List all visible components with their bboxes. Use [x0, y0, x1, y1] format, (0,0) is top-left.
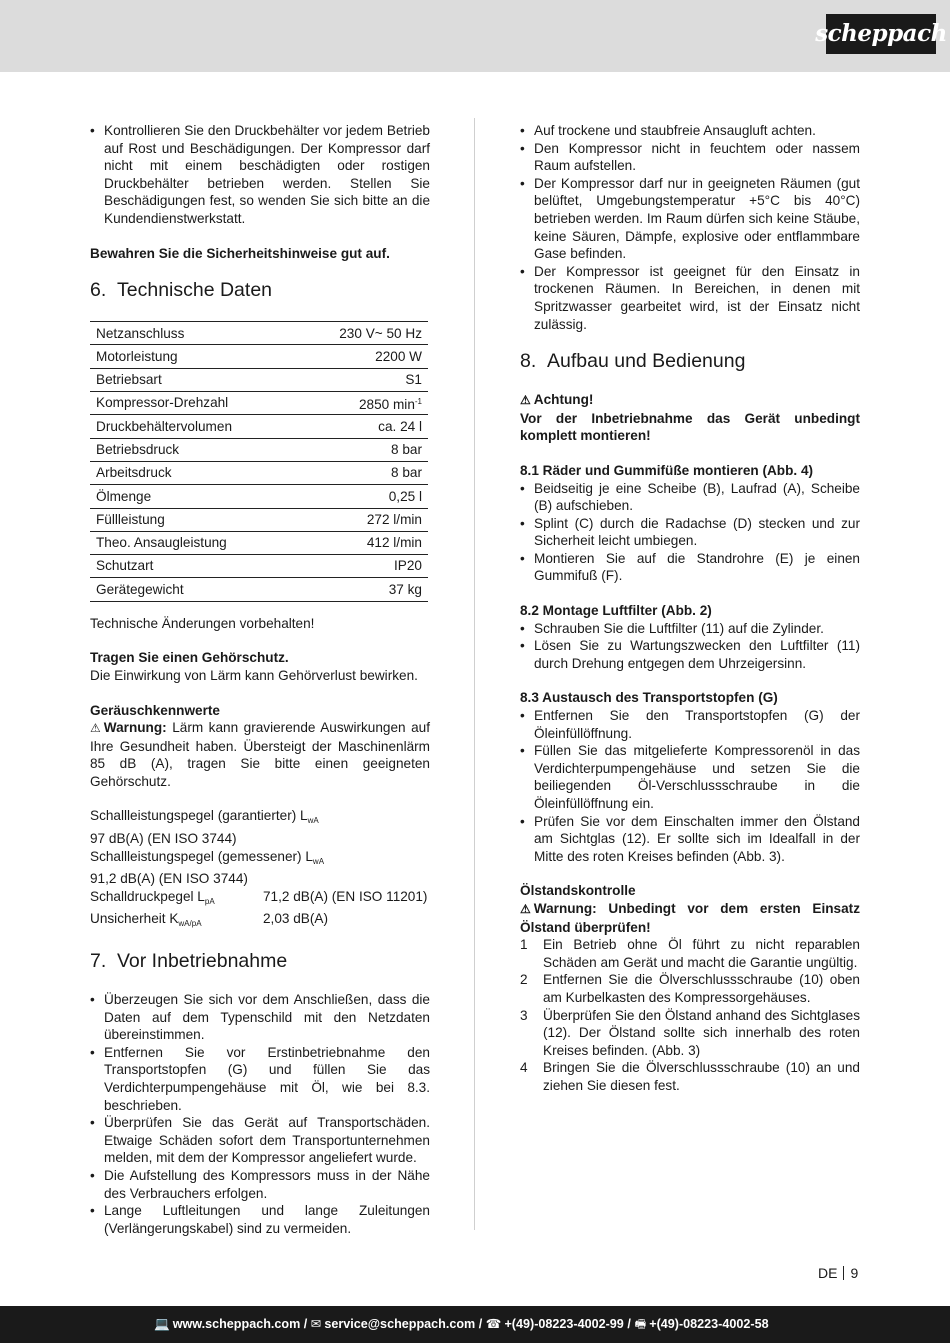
warning-text: Lärm kann gravierende Auswirkungen auf Ihre Gesundheit haben. Übersteigt der Maschinenlärm 85 dB (A), tragen Sie bitte einen geeigneten Gehörschutz.: [90, 720, 430, 789]
right-column: [520, 122, 860, 1095]
step-text: Überprüfen Sie den Ölstand anhand des Sichtglases (12). Der Ölstand sollte sich innerhalb des roten Kreises befinden. (Abb. 3): [543, 1007, 860, 1058]
sound-label-text: Schalldruckpegel L: [90, 888, 205, 904]
table-label-cell: Motorleistung: [90, 345, 296, 368]
warning-label: Warnung:: [103, 720, 167, 736]
table-label-cell: Schutzart: [90, 555, 296, 578]
table-value: 8 bar: [391, 465, 422, 481]
table-row: [90, 322, 428, 345]
sound-label: [90, 888, 263, 911]
list-item: [520, 971, 860, 1006]
list-item: • Lange Luftleitungen und lange Zuleitungen (Verlängerungskabel) sind zu vermeiden.: [90, 1202, 430, 1237]
sound-value: 97 dB(A) (EN ISO 3744): [90, 831, 237, 847]
footer-separator: /: [475, 1317, 486, 1331]
sound-label-text: Schallleistungspegel (gemessener) L: [90, 848, 313, 864]
sound-label: [90, 807, 430, 830]
list-item: [520, 1059, 860, 1094]
table-value: 2200 W: [375, 348, 422, 364]
sound-label-text: Unsicherheit K: [90, 911, 179, 927]
oil-warning-text: Warnung: Unbedingt vor dem ersten Einsatz Ölstand überprüfen!: [520, 900, 860, 935]
table-row: [90, 485, 428, 508]
table-value-cell: [296, 438, 428, 461]
table-value-cell: [296, 368, 428, 391]
table-value: 0,25 l: [388, 488, 422, 504]
step-number: 2: [520, 972, 528, 988]
table-value-sup: -1: [414, 396, 422, 406]
table-row: [90, 461, 428, 484]
attention-label: Achtung!: [533, 392, 594, 408]
warning-icon: ⚠: [520, 393, 531, 408]
table-row: [90, 555, 428, 578]
table-value-cell: [296, 485, 428, 508]
safety-notice: Bewahren Sie die Sicherheitshinweise gut auf.: [90, 245, 390, 261]
table-value-cell: [296, 415, 428, 438]
footer-separator: /: [300, 1317, 311, 1331]
noise-warning: [90, 719, 430, 790]
list-item: [520, 1007, 860, 1060]
sound-value: 2,03 dB(A): [263, 911, 328, 927]
intro-list: [90, 122, 430, 228]
footer-mail-link[interactable]: service@scheppach.com: [324, 1317, 476, 1331]
oil-warning: [520, 900, 860, 936]
list-item: • Lösen Sie zu Wartungszwecken den Luftfilter (11) durch Drehung entgegen dem Uhrzeigersinn.: [520, 637, 860, 672]
table-label-cell: Gerätegewicht: [90, 578, 296, 601]
section-heading-7: [90, 949, 430, 973]
sound-row: [90, 910, 430, 933]
sound-subscript: wA: [307, 816, 319, 826]
list-item: • Den Kompressor nicht in feuchtem oder nassem Raum aufstellen.: [520, 140, 860, 175]
section-heading-8: [520, 349, 860, 373]
table-label-cell: Kompressor-Drehzahl: [90, 392, 296, 415]
section-title: Technische Daten: [117, 279, 273, 302]
list-item: • Schrauben Sie die Luftfilter (11) auf die Zylinder.: [520, 620, 860, 638]
table-label-cell: Theo. Ansaugleistung: [90, 531, 296, 554]
table-value: 412 l/min: [366, 535, 422, 551]
section-title: Aufbau und Bedienung: [547, 350, 746, 373]
table-value: 2850 min: [358, 396, 415, 412]
section7-list: [90, 991, 430, 1237]
list-item: • Füllen Sie das mitgelieferte Kompressorenöl in das Verdichterpumpengehäuse und setzen Sie die beiliegenden Öl-Verschlussschraube in die Öleinfüllöffnung ein.: [520, 742, 860, 812]
tech-data-table: [90, 321, 428, 602]
table-row: [90, 392, 428, 415]
list-item: • Die Aufstellung des Kompressors muss in der Nähe des Verbrauchers erfolgen.: [90, 1167, 430, 1202]
hearing-title: Tragen Sie einen Gehörschutz.: [90, 650, 289, 666]
page-header: [0, 0, 950, 72]
tech-changes-note: Technische Änderungen vorbehalten!: [90, 615, 315, 631]
table-value: 8 bar: [391, 441, 422, 457]
list-item: • Prüfen Sie vor dem Einschalten immer den Ölstand am Sichtglas (12). Er sollte sich im Idealfall in der Mitte des roten Kreises befinden (Abb. 3).: [520, 813, 860, 866]
section-number: 7.: [90, 950, 107, 973]
fax-icon: 🖷: [634, 1317, 647, 1331]
table-value-cell: [296, 392, 428, 415]
table-value: 37 kg: [388, 581, 422, 597]
page-number: [818, 1265, 858, 1283]
oil-title: Ölstandskontrolle: [520, 883, 636, 899]
column-divider: [474, 118, 475, 1230]
table-value-cell: [296, 461, 428, 484]
warning-icon: ⚠: [90, 721, 101, 736]
list-item: • Kontrollieren Sie den Druckbehälter vor jedem Betrieb auf Rost und Beschädigungen. Der Kompressor darf nicht mit einem beschädigten oder rostigen Druckbehälter betrieben werden. Stellen Sie Beschädigungen fest, so wenden Sie sich bitte an die Kundendienstwerkstatt.: [90, 122, 430, 228]
list-item: • Entfernen Sie vor Erstinbetriebnahme den Transportstopfen (G) und füllen Sie das Verdichterpumpengehäuse mit Öl, wie bei 8.3. beschrieben.: [90, 1044, 430, 1114]
table-value-cell: [296, 322, 428, 345]
hearing-text: Die Einwirkung von Lärm kann Gehörverlust bewirken.: [90, 667, 418, 683]
list-item: • Der Kompressor ist geeignet für den Einsatz in trockenen Räumen. In Bereichen, in denen mit Spritzwasser gearbeitet wird, ist der Einsatz nicht zulässig.: [520, 263, 860, 333]
table-label-cell: Betriebsdruck: [90, 438, 296, 461]
table-value: IP20: [394, 558, 422, 574]
table-row: [90, 415, 428, 438]
sound-subscript: pA: [204, 896, 215, 906]
table-row: [90, 438, 428, 461]
section-number: 6.: [90, 279, 107, 302]
attention-title: [520, 391, 860, 410]
table-value-cell: [296, 578, 428, 601]
setup-conditions-list: [520, 122, 860, 333]
step-number: 3: [520, 1007, 528, 1023]
footer-contacts: [154, 1306, 769, 1343]
sound-subscript: wA: [312, 856, 325, 866]
table-label-cell: Betriebsart: [90, 368, 296, 391]
scheppach-logo: scheppach: [826, 14, 936, 54]
section-number: 8.: [520, 350, 537, 373]
left-column: [90, 122, 430, 1237]
table-row: [90, 508, 428, 531]
phone-icon: ☎: [485, 1317, 502, 1331]
table-label-cell: Arbeitsdruck: [90, 461, 296, 484]
page-number-value: 9: [850, 1265, 859, 1281]
section-heading-6: [90, 278, 430, 302]
table-value: 230 V~ 50 Hz: [339, 325, 422, 341]
sound-subscript: wA/pA: [178, 919, 202, 929]
warning-icon: ⚠: [520, 901, 531, 916]
subsection-list: [520, 480, 860, 586]
section-title: Vor Inbetriebnahme: [117, 950, 288, 973]
table-row: [90, 345, 428, 368]
list-item: • Der Kompressor darf nur in geeigneten Räumen (gut belüftet, Umgebungstemperatur +5°C bis 40°C) betrieben werden. Im Raum dürfen sich keine Stäube, keine Säuren, Dämpfe, explosive oder entflammbare Gase befinden.: [520, 175, 860, 263]
computer-icon: 💻: [154, 1317, 170, 1331]
table-value: S1: [405, 372, 422, 388]
step-number: 1: [520, 937, 528, 953]
list-item: • Beidseitig je eine Scheibe (B), Laufrad (A), Scheibe (B) aufschieben.: [520, 480, 860, 515]
list-item: • Überzeugen Sie sich vor dem Anschließen, dass die Daten auf dem Typenschild mit den Netzdaten übereinstimmen.: [90, 991, 430, 1044]
table-value-cell: [296, 555, 428, 578]
page-separator: [843, 1266, 844, 1280]
table-value-cell: [296, 345, 428, 368]
list-item: • Montieren Sie auf die Standrohre (E) je einen Gummifuß (F).: [520, 550, 860, 585]
sound-label: [90, 848, 430, 871]
table-row: [90, 368, 428, 391]
step-number: 4: [520, 1060, 528, 1076]
table-value: ca. 24 l: [378, 418, 422, 434]
sound-label-text: Schallleistungspegel (garantierter) L: [90, 808, 308, 824]
table-label-cell: Ölmenge: [90, 485, 296, 508]
sound-value: 71,2 dB(A) (EN ISO 11201): [263, 888, 428, 904]
page-language: DE: [818, 1265, 838, 1281]
noise-title: Geräuschkennwerte: [90, 702, 220, 718]
step-text: Entfernen Sie die Ölverschlussschraube (10) oben am Kurbelkasten des Kompressorgehäuses.: [543, 972, 860, 1005]
table-value: 272 l/min: [366, 511, 422, 527]
attention-text: Vor der Inbetriebnahme das Gerät unbedingt komplett montieren!: [520, 410, 860, 444]
footer-fax: +(49)-08223-4002-58: [649, 1317, 769, 1331]
step-text: Bringen Sie die Ölverschlussschraube (10) an und ziehen Sie diesen fest.: [543, 1060, 860, 1093]
footer-web-link[interactable]: www.scheppach.com: [172, 1317, 301, 1331]
list-item: • Entfernen Sie den Transportstopfen (G) der Öleinfüllöffnung.: [520, 707, 860, 742]
footer-separator: /: [623, 1317, 635, 1331]
subsection-list: [520, 707, 860, 865]
oil-steps-list: [520, 936, 860, 1094]
table-row: [90, 578, 428, 601]
table-value-cell: [296, 531, 428, 554]
list-item: • Auf trockene und staubfreie Ansaugluft achten.: [520, 122, 860, 140]
table-label-cell: Netzanschluss: [90, 322, 296, 345]
mail-icon: ✉: [310, 1317, 322, 1331]
table-row: [90, 531, 428, 554]
table-value-cell: [296, 508, 428, 531]
subsection-title: 8.2 Montage Luftfilter (Abb. 2): [520, 603, 712, 619]
sound-value: 91,2 dB(A) (EN ISO 3744): [90, 871, 248, 887]
table-label-cell: Druckbehältervolumen: [90, 415, 296, 438]
list-item: [520, 936, 860, 971]
page-footer: [0, 1306, 950, 1343]
subsection-title: 8.1 Räder und Gummifüße montieren (Abb. 4): [520, 462, 814, 478]
sound-values: [90, 807, 430, 933]
list-item: • Splint (C) durch die Radachse (D) stecken und zur Sicherheit leicht umbiegen.: [520, 515, 860, 550]
sound-row: [90, 888, 430, 911]
subsection-title: 8.3 Austausch des Transportstopfen (G): [520, 690, 778, 706]
footer-phone: +(49)-08223-4002-99: [504, 1317, 624, 1331]
table-label-cell: Füllleistung: [90, 508, 296, 531]
list-item: • Überprüfen Sie das Gerät auf Transportschäden. Etwaige Schäden sofort dem Transportunternehmen melden, mit dem der Kompressor angeliefert wurde.: [90, 1114, 430, 1167]
subsection-list: [520, 620, 860, 673]
sound-label: [90, 910, 263, 933]
step-text: Ein Betrieb ohne Öl führt zu nicht reparablen Schäden am Gerät und macht die Garantie ungültig.: [543, 937, 860, 970]
